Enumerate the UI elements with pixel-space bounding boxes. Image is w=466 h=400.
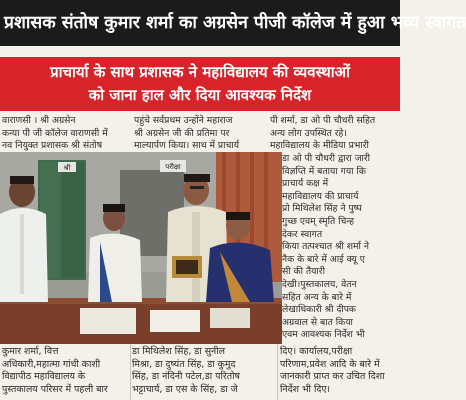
article-line: गुच्छ एवम् स्मृति चिन्ह — [282, 215, 354, 227]
article-line: कुमार शर्मा, वित्त — [2, 346, 59, 357]
column-divider — [130, 344, 131, 400]
article-line: पी शर्मा, डा ओ पी चौधरी सहित — [270, 115, 376, 126]
article-line: लेखाधिकारी श्री दीपक — [282, 304, 356, 316]
article-line: निर्देश भी दिए। — [280, 383, 331, 395]
subheadline — [0, 57, 400, 111]
article-line: महाविद्यालय के मीडिया प्रभारी — [270, 140, 369, 152]
board-label: परीक्षा — [165, 163, 181, 171]
article-line: पुस्तकालय परिसर में पहली बार — [2, 383, 108, 395]
article-line: परिणाम,प्रवेश आदि के बारे में — [280, 358, 380, 370]
article-line: भट्टाचार्य, डा एस के सिंह, डा जे — [132, 383, 238, 395]
article-bottom-right — [280, 346, 398, 396]
article-line: देकर स्वागत — [282, 228, 323, 240]
article-line: वाराणसी । श्री अग्रसेन — [2, 115, 76, 126]
article-line: डा मिथिलेश सिंह, डा सुनील — [132, 346, 226, 357]
article-line: कन्या पी जी कॉलेज वाराणसी में — [2, 127, 108, 139]
article-column-right — [270, 115, 398, 153]
article-line: अधिकारी,महात्मा गांधी काशी — [2, 358, 101, 370]
column-divider — [277, 344, 278, 400]
article-line: एवम आवश्यक निर्देश भी — [282, 329, 365, 341]
article-line: देखी।पुस्तकालय, वेतन — [282, 278, 357, 290]
article-line: डा ओ पी चौधरी द्वारा जारी — [282, 153, 371, 164]
article-column-left — [2, 115, 130, 153]
article-line: माल्यार्पण किया। साथ में प्राचार्य — [134, 140, 240, 152]
article-line: दिए। कार्यालय,परीक्षा — [280, 346, 353, 357]
article-column-right-continued — [282, 153, 398, 342]
subheadline-line-2: को जाना हाल और दिया आवश्यक निर्देश — [88, 86, 312, 104]
article-line: श्री अग्रसेन जी की प्रतिमा पर — [134, 127, 230, 139]
article-line: विज्ञप्ति में बताया गया कि — [282, 165, 366, 177]
article-line: नैक के बारे में आई क्यू ए — [282, 253, 365, 265]
article-line: महाविद्यालय की प्राचार्य — [282, 190, 359, 202]
article-line: प्रो मिथिलेश सिंह ने पुष्प — [282, 203, 362, 215]
article-line: प्राचार्य कक्ष में — [282, 178, 329, 190]
article-bottom-middle — [132, 346, 274, 396]
article-column-middle — [134, 115, 266, 153]
article-line: अन्य लोग उपस्थित रहे। — [270, 127, 347, 139]
article-line: अग्रवाल से बात किया — [282, 316, 353, 328]
article-line: सहित अन्य के बारे में — [282, 291, 352, 303]
article-line: सी की तैयारी — [282, 266, 325, 278]
article-line: जानकारी प्राप्त कर उचित दिशा — [280, 371, 385, 383]
article-line: पहुंचे सर्वप्रथम उन्होंने महाराज — [134, 115, 233, 126]
article-line: मिश्रा, डा दुष्यंत सिंह, डा कुमुद — [132, 358, 236, 370]
article-line: विद्यापीठ महाविद्यालय के — [2, 371, 86, 383]
news-photo — [0, 152, 282, 344]
subheadline-line-1: प्राचार्या के साथ प्रशासक ने महाविद्यालय की व्यवस्थाओं — [50, 63, 350, 81]
article-line: सिंह, डा नंदिनी पटेल,डा परितोष — [132, 371, 240, 383]
article-line: किया तत्पश्चात श्री शर्मा ने — [282, 241, 369, 253]
headline: प्रशासक संतोष कुमार शर्मा का अग्रसेन पीजी कॉलेज में हुआ भव्य स्वागत — [0, 0, 400, 46]
badge-label: श्री — [63, 164, 71, 172]
article-line: नव नियुक्त प्रशासक श्री संतोष — [2, 140, 102, 152]
article-bottom-left — [2, 346, 122, 396]
